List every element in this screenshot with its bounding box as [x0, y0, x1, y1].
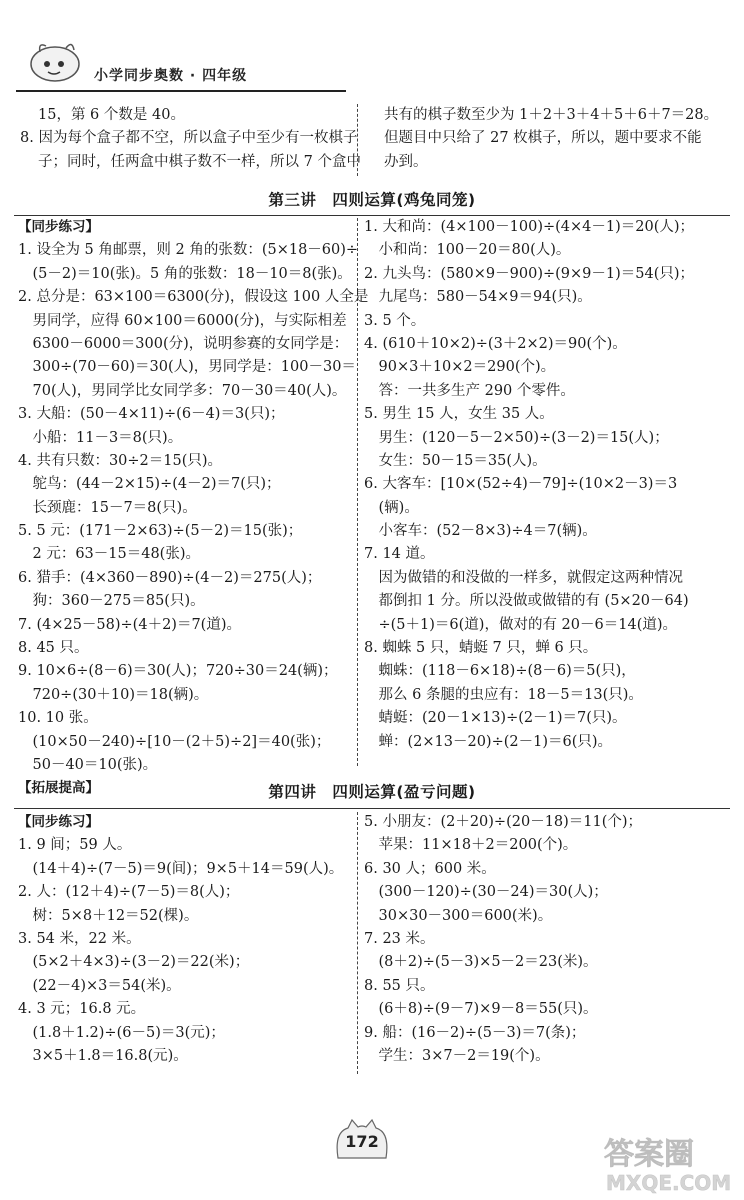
text-line: 因为做错的和没做的一样多，就假定这两种情况	[364, 569, 683, 586]
svg-text:MXQE.COM: MXQE.COM	[606, 1171, 732, 1195]
text-line: (22－4)×3＝54(米)。	[18, 977, 181, 994]
text-line: 但题目中只给了 27 枚棋子，所以，题中要求不能	[384, 130, 702, 147]
text-line: 720÷(30＋10)＝18(辆)。	[18, 686, 209, 703]
text-line: 8. 蜘蛛 5 只，蜻蜓 7 只，蝉 6 只。	[364, 640, 598, 657]
text-line: 2. 人：(12＋4)÷(7－5)＝8(人)；	[18, 884, 240, 901]
text-line: 1. 设全为 5 角邮票，则 2 角的张数：(5×18－60)÷	[18, 242, 359, 259]
text-line: 15，第 6 个数是 40。	[38, 107, 185, 123]
text-line: 小和尚：100－20＝80(人)。	[364, 242, 571, 259]
section-3-right-column	[364, 216, 694, 754]
text-line: (6＋8)÷(9－7)×9－8＝55(只)。	[364, 1001, 598, 1018]
text-line: 长颈鹿：15－7＝8(只)。	[18, 499, 197, 516]
text-line: 3. 5 个。	[364, 312, 426, 329]
section-3-left-column	[18, 216, 368, 801]
text-line: 答：一共多生产 290 个零件。	[364, 382, 575, 399]
text-line: 5. 小朋友：(2＋20)÷(20－18)＝11(个)；	[364, 814, 643, 830]
text-line: 2. 九头鸟：(580×9－900)÷(9×9－1)＝54(只)；	[364, 265, 695, 282]
text-line: 10. 10 张。	[18, 710, 98, 727]
text-line: 3×5＋1.8＝16.8(元)。	[18, 1047, 188, 1064]
text-line: (5－2)＝10(张)。5 角的张数：18－10＝8(张)。	[18, 265, 352, 282]
text-line: (8＋2)÷(5－3)×5－2＝23(米)。	[364, 954, 598, 971]
text-line: 50－40＝10(张)。	[18, 756, 158, 773]
text-line: 九尾鸟：580－54×9＝94(只)。	[364, 289, 592, 306]
section-4-right-column	[364, 811, 642, 1068]
section-4-left-column	[18, 811, 343, 1068]
subheading-extension: 【拓展提高】	[18, 780, 99, 797]
subheading-sync-practice: 【同步练习】	[18, 219, 99, 235]
text-line: 9. 10×6÷(8－6)＝30(人)；720÷30＝24(辆)；	[18, 663, 338, 680]
page-number: 172	[345, 1132, 379, 1151]
text-line: 6. 猎手：(4×360－890)÷(4－2)＝275(人)；	[18, 569, 322, 586]
text-line: 4. 3 元；16.8 元。	[18, 1001, 146, 1018]
page-header	[16, 36, 346, 96]
text-line: 5. 男生 15 人，女生 35 人。	[364, 406, 554, 423]
text-line: 3. 54 米，22 米。	[18, 930, 141, 947]
text-line: 共有的棋子数至少为 1＋2＋3＋4＋5＋6＋7＝28。	[384, 107, 719, 123]
text-line: 蝉：(2×13－20)÷(2－1)＝6(只)。	[364, 733, 613, 750]
text-line: 7. 23 米。	[364, 930, 435, 947]
text-line: 6. 大客车：[10×(52÷4)－79]÷(10×2－3)＝3	[364, 476, 678, 493]
text-line: 那么 6 条腿的虫应有：18－5＝13(只)。	[364, 686, 643, 703]
text-line: (1.8＋1.2)÷(6－5)＝3(元)；	[18, 1024, 225, 1041]
text-line: 70(人)，男同学比女同学多：70－30＝40(人)。	[18, 382, 347, 399]
text-line: 5. 5 元：(171－2×63)÷(5－2)＝15(张)；	[18, 523, 303, 540]
text-line: (300－120)÷(30－24)＝30(人)；	[364, 884, 608, 901]
subheading-sync-practice: 【同步练习】	[18, 814, 99, 830]
svg-text:答案圈: 答案圈	[604, 1137, 694, 1172]
top-left-text	[20, 104, 361, 174]
text-line: 6300－6000＝300(分)，说明参赛的女同学是：	[18, 335, 349, 352]
column-divider	[357, 104, 358, 176]
text-line: 苹果：11×18＋2＝200(个)。	[364, 837, 578, 854]
text-line: 小船：11－3＝8(只)。	[18, 429, 183, 446]
text-line: 2. 总分是：63×100＝6300(分)，假设这 100 人全是	[18, 289, 369, 306]
section-3-title: 第三讲 四则运算(鸡兔同笼)	[268, 191, 476, 209]
text-line: (辆)。	[364, 499, 419, 516]
text-line: 办到。	[384, 153, 428, 170]
text-line: 狗：360－275＝85(只)。	[18, 593, 205, 610]
text-line: (10×50－240)÷[10－(2＋5)÷2]＝40(张)；	[18, 733, 331, 750]
text-line: 男生：(120－5－2×50)÷(3－2)＝15(人)；	[364, 429, 669, 446]
text-line: 8. 因为每个盒子都不空，所以盒子中至少有一枚棋子	[20, 130, 358, 147]
text-line: (14＋4)÷(7－5)＝9(间)；9×5＋14＝59(人)。	[18, 860, 344, 877]
section-4-rule	[14, 808, 730, 809]
text-line: 树：5×8＋12＝52(棵)。	[18, 907, 199, 924]
text-line: 8. 45 只。	[18, 640, 89, 657]
text-line: 7. (4×25－58)÷(4＋2)＝7(道)。	[18, 616, 241, 633]
text-line: 300÷(70－60)＝30(人)，男同学是：100－30＝	[18, 359, 356, 376]
text-line: 蜘蛛：(118－6×18)÷(8－6)＝5(只)，	[364, 663, 636, 680]
text-line: 2 元：63－15＝48(张)。	[18, 546, 200, 563]
text-line: 9. 船：(16－2)÷(5－3)＝7(条)；	[364, 1024, 586, 1041]
text-line: 30×30－300＝600(米)。	[364, 907, 553, 924]
text-line: (5×2＋4×3)÷(3－2)＝22(米)；	[18, 954, 250, 971]
text-line: 蜻蜓：(20－1×13)÷(2－1)＝7(只)。	[364, 710, 627, 727]
text-line: 1. 大和尚：(4×100－100)÷(4×4－1)＝20(人)；	[364, 219, 695, 235]
text-line: 1. 9 间；59 人。	[18, 837, 132, 854]
column-divider	[357, 812, 358, 1074]
top-right-text	[384, 104, 718, 174]
text-line: 90×3＋10×2＝290(个)。	[364, 359, 556, 376]
text-line: 6. 30 人；600 米。	[364, 860, 496, 877]
header-rule	[16, 90, 346, 92]
text-line: 子；同时，任两盒中棋子数不一样，所以 7 个盒中	[38, 153, 361, 170]
section-4-title: 第四讲 四则运算(盈亏问题)	[268, 783, 476, 801]
text-line: ÷(5＋1)＝6(道)，做对的有 20－6＝14(道)。	[364, 616, 678, 633]
book-title: 小学同步奥数 · 四年级	[94, 68, 248, 84]
mascot-logo-icon	[26, 38, 84, 84]
text-line: 男同学，应得 60×100＝6000(分)，与实际相差	[18, 312, 347, 329]
text-line: 4. (610＋10×2)÷(3＋2×2)＝90(个)。	[364, 335, 627, 352]
text-line: 8. 55 只。	[364, 977, 435, 994]
watermark-logo	[600, 1130, 740, 1196]
text-line: 小客车：(52－8×3)÷4＝7(辆)。	[364, 523, 597, 540]
text-line: 女生：50－15＝35(人)。	[364, 452, 547, 469]
text-line: 鸵鸟：(44－2×15)÷(4－2)＝7(只)；	[18, 476, 281, 493]
text-line: 7. 14 道。	[364, 546, 435, 563]
text-line: 都倒扣 1 分。所以没做或做错的有 (5×20－64)	[364, 593, 689, 610]
text-line: 学生：3×7－2＝19(个)。	[364, 1047, 550, 1064]
text-line: 3. 大船：(50－4×11)÷(6－4)＝3(只)；	[18, 406, 285, 423]
text-line: 4. 共有只数：30÷2＝15(只)。	[18, 452, 223, 469]
